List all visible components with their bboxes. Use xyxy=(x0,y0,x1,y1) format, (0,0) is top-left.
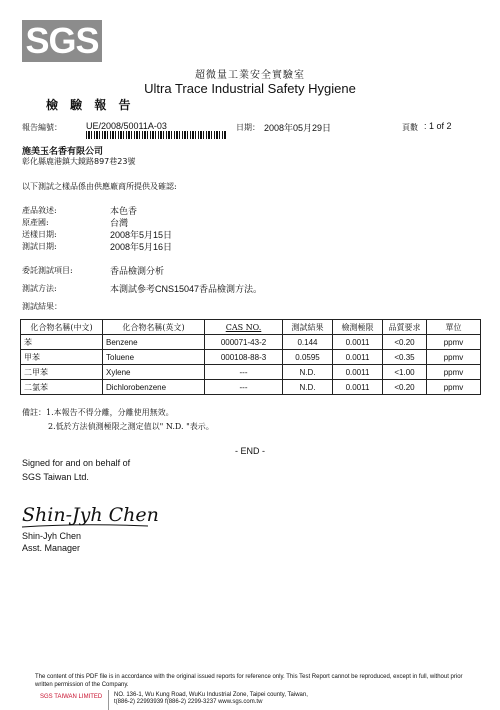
sample-info-value: 2008年5月16日 xyxy=(110,242,173,252)
cell-detection-limit: 0.0011 xyxy=(333,335,383,350)
footer-company-name: SGS TAIWAN LIMITED xyxy=(40,694,103,700)
signed-on-behalf-text: Signed for and on behalf of xyxy=(22,458,131,468)
report-title: 檢 驗 報 告 xyxy=(46,98,135,112)
lab-name-chinese: 超微量工業安全實驗室 xyxy=(195,70,305,81)
column-header: 品質要求 xyxy=(383,320,427,335)
footer-divider xyxy=(108,690,109,710)
table-header-row xyxy=(21,320,481,335)
cell-unit: ppmv xyxy=(427,380,481,395)
cell-compound-cn: 二氯苯 xyxy=(21,380,103,395)
end-marker: - END - xyxy=(235,446,265,456)
handwritten-signature xyxy=(20,497,170,531)
cell-requirement: <0.35 xyxy=(383,350,427,365)
table-row xyxy=(21,365,481,380)
column-header: 化合物名稱(中文) xyxy=(21,320,103,335)
note-line-2: 2.低於方法偵測極限之測定值以" N.D. "表示。 xyxy=(48,422,214,431)
column-header: CAS NO. xyxy=(205,320,283,335)
issuer-name: 施美玉名香有限公司 xyxy=(22,147,104,157)
cell-unit: ppmv xyxy=(427,350,481,365)
test-method-label: 測試方法: xyxy=(22,284,57,293)
barcode-image xyxy=(86,131,226,139)
column-header: 檢測極限 xyxy=(333,320,383,335)
cell-requirement: <1.00 xyxy=(383,365,427,380)
cell-cas-no: 000108-88-3 xyxy=(205,350,283,365)
signer-title: Asst. Manager xyxy=(22,543,81,553)
table-row xyxy=(21,335,481,350)
report-number-value: UE/2008/50011A-03 xyxy=(86,121,167,131)
cell-compound-en: Xylene xyxy=(103,365,205,380)
sample-info-value: 2008年5月15日 xyxy=(110,230,173,240)
lab-name-english: Ultra Trace Industrial Safety Hygiene xyxy=(144,81,356,96)
sample-info-label: 原產國: xyxy=(22,218,49,227)
cell-unit: ppmv xyxy=(427,365,481,380)
results-table xyxy=(20,319,481,395)
sgs-logo: SGS xyxy=(22,20,102,62)
test-item-label: 委託測試項目: xyxy=(22,266,73,275)
cell-detection-limit: 0.0011 xyxy=(333,365,383,380)
test-item-value: 香品檢測分析 xyxy=(110,266,165,276)
intro-text: 以下測試之樣品係由供應廠商所提供及確認: xyxy=(22,182,177,191)
sample-info-label: 產品敘述: xyxy=(22,206,57,215)
sample-info-value: 台灣 xyxy=(110,218,129,228)
sample-info-label: 送樣日期: xyxy=(22,230,57,239)
cell-requirement: <0.20 xyxy=(383,380,427,395)
footer-disclaimer: The content of this PDF file is in accordance with the original issued reports for reference only. This Test Report cannot be reproduced, except in full, without prior written permission of the Company. xyxy=(35,674,463,688)
cell-cas-no: --- xyxy=(205,380,283,395)
cell-compound-en: Dichlorobenzene xyxy=(103,380,205,395)
signer-name: Shin-Jyh Chen xyxy=(22,531,82,541)
footer-address-line-2: t(886-2) 22993939 f(886-2) 2299-3237 www.sgs.com.tw xyxy=(114,699,263,705)
column-header: 單位 xyxy=(427,320,481,335)
signature-script: Shin-Jyh Chen xyxy=(22,504,159,526)
cell-result: N.D. xyxy=(283,365,333,380)
issuer-address: 彰化縣鹿港鎮大鏡路897巷23號 xyxy=(22,157,136,166)
cell-cas-no: 000071-43-2 xyxy=(205,335,283,350)
table-row xyxy=(21,380,481,395)
table-row xyxy=(21,350,481,365)
cell-cas-no: --- xyxy=(205,365,283,380)
cell-compound-cn: 二甲苯 xyxy=(21,365,103,380)
cell-compound-cn: 苯 xyxy=(21,335,103,350)
cell-compound-cn: 甲苯 xyxy=(21,350,103,365)
page-label: 頁數 xyxy=(402,123,418,132)
results-label: 測試結果： xyxy=(22,302,62,311)
page-value: : 1 of 2 xyxy=(424,121,452,131)
cell-unit: ppmv xyxy=(427,335,481,350)
cell-result: N.D. xyxy=(283,380,333,395)
sample-info-value: 本色香 xyxy=(110,206,138,216)
sample-info-label: 測試日期: xyxy=(22,242,57,251)
cell-compound-en: Toluene xyxy=(103,350,205,365)
cell-requirement: <0.20 xyxy=(383,335,427,350)
date-value: 2008年05月29日 xyxy=(264,123,332,133)
column-header: 測試結果 xyxy=(283,320,333,335)
cell-result: 0.144 xyxy=(283,335,333,350)
cell-detection-limit: 0.0011 xyxy=(333,380,383,395)
report-number-label: 報告編號： xyxy=(22,123,62,132)
column-header: 化合物名稱(英文) xyxy=(103,320,205,335)
date-label: 日期： xyxy=(236,123,260,132)
cell-compound-en: Benzene xyxy=(103,335,205,350)
cell-detection-limit: 0.0011 xyxy=(333,350,383,365)
company-name-text: SGS Taiwan Ltd. xyxy=(22,472,89,482)
cell-result: 0.0595 xyxy=(283,350,333,365)
footer-address-line-1: NO. 136-1, Wu Kung Road, WuKu Industrial Zone, Taipei county, Taiwan, xyxy=(114,692,308,698)
note-line-1: 備註：1.本報告不得分離，分離使用無效。 xyxy=(22,408,174,417)
test-method-value: 本測試參考CNS15047香品檢測方法。 xyxy=(110,284,263,294)
